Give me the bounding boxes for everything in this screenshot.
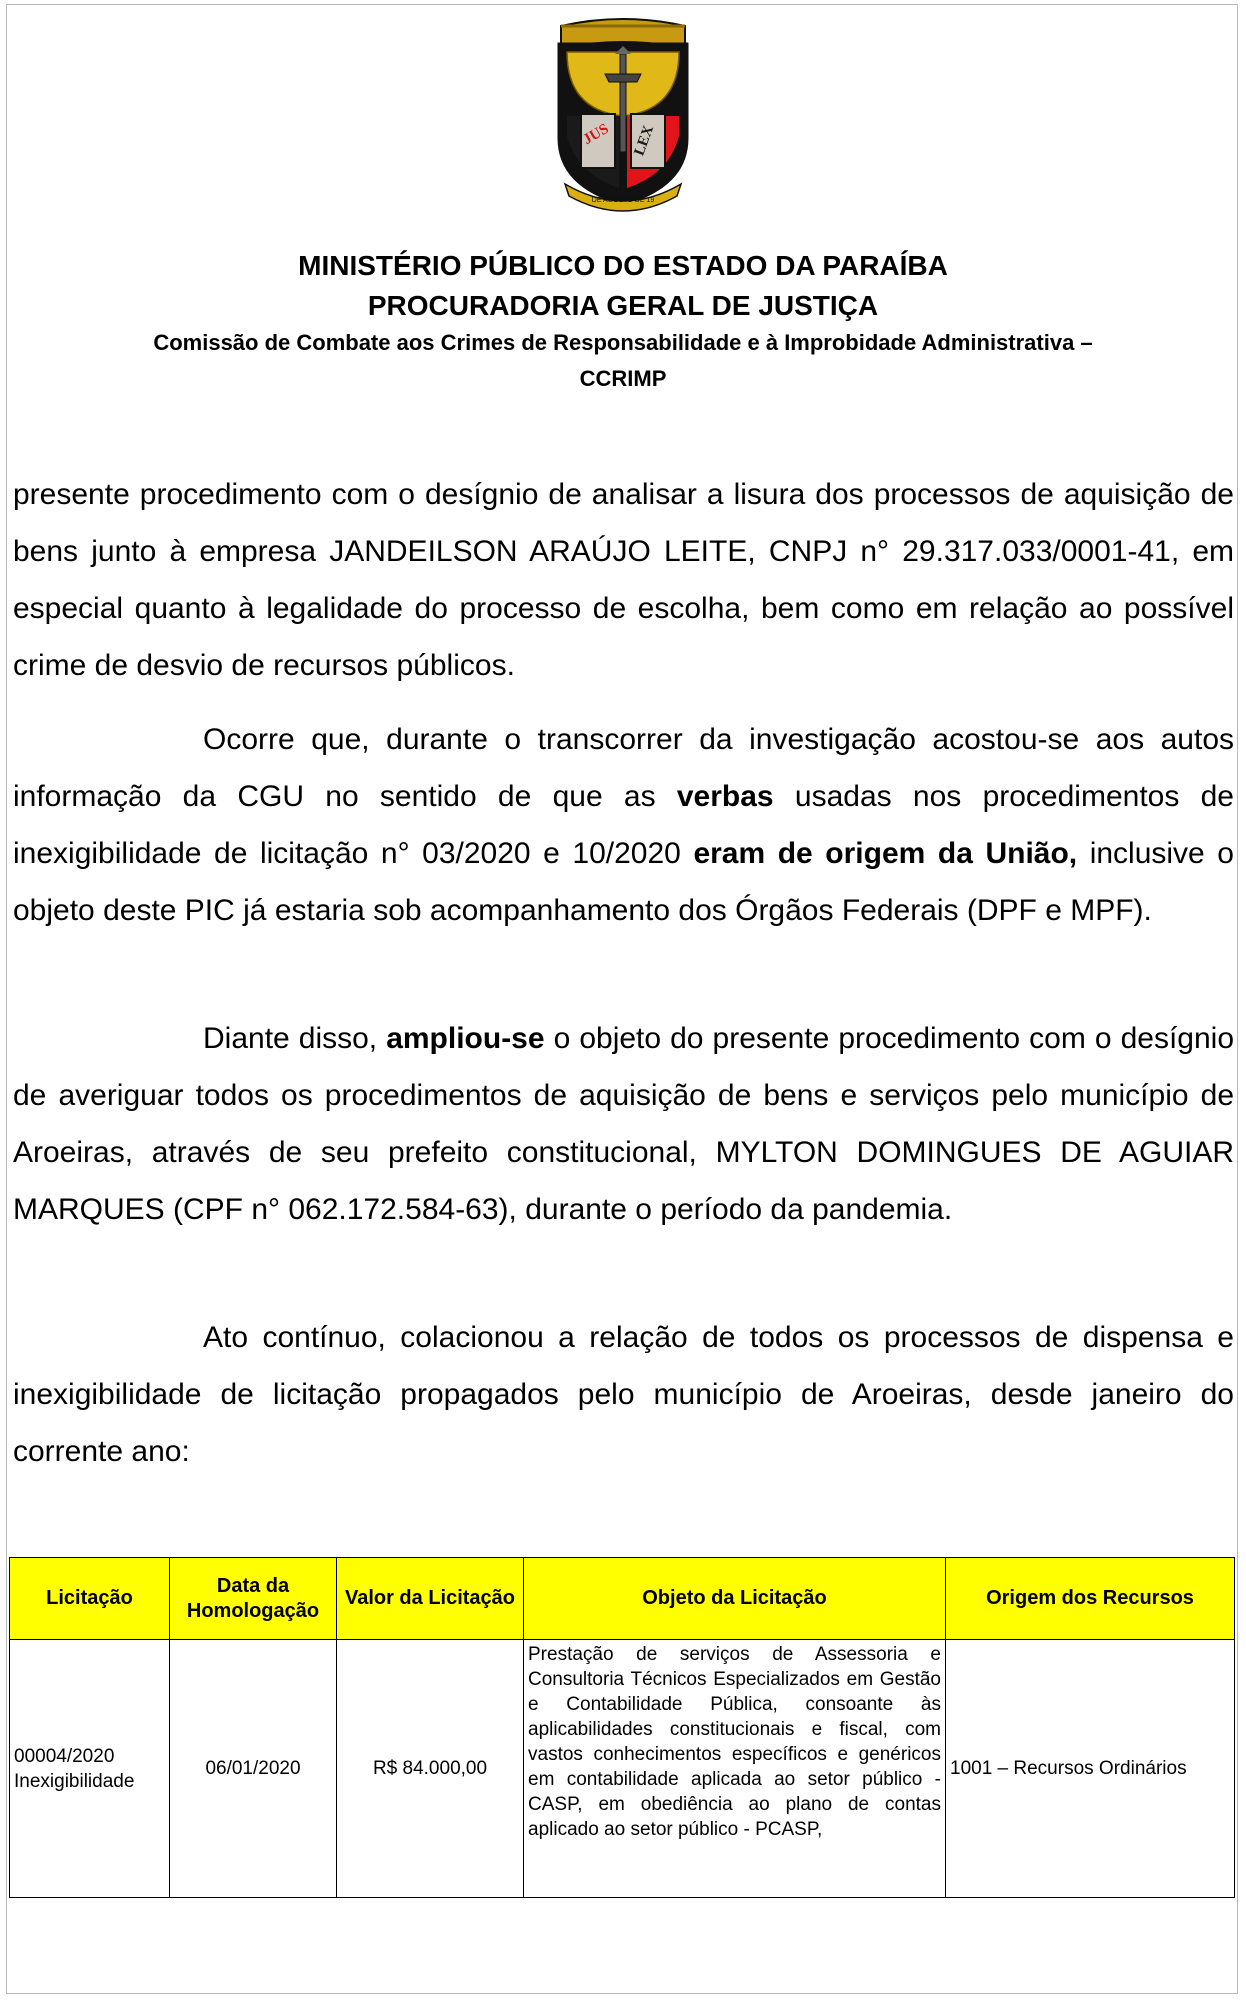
cell-objeto: Prestação de serviços de Assessoria e Consultoria Técnicos Especializados em Gestão e Contabilidade Pública, consoante às aplicabilidades constitucionais e fiscal, com vastos conhecimentos específicos e genéricos em contabilidade aplicada ao setor público - CASP, em obediência ao plano de contas aplicado ao setor público - PCASP, <box>524 1640 946 1898</box>
p4-text: Ato contínuo, colacionou a relação de todos os processos de dispensa e inexigibilidade de licitação propagados pelo município de Aroeiras, desde janeiro do corrente ano: <box>13 1321 1234 1468</box>
p3-text-c: o objeto do presente procedimento com o desígnio de averiguar todos os procedimentos de aquisição de bens e serviços pelo município de Aroeiras, através de seu prefeito constitucional, MYLTON DOMINGUES DE AGUIAR MARQUES (CPF n° 062.172.584-63), durante o período da pandemia. <box>13 1022 1234 1226</box>
p2-bold-verbas: verbas <box>676 780 774 813</box>
table-header-row <box>10 1558 1235 1640</box>
p3-text-a: Diante disso, <box>203 1022 387 1055</box>
header-data-homologacao: Data da Homologação <box>170 1558 337 1640</box>
header-valor-licitacao: Valor da Licitação <box>337 1558 524 1640</box>
p2-text-c: usadas nos procedimentos de inexigibilidade de licitação n° 03/2020 e 10/2020 <box>13 780 1234 870</box>
emblem-lex-text: LEX <box>631 123 658 158</box>
coat-of-arms-emblem <box>553 18 693 214</box>
paragraph-1: presente procedimento com o desígnio de analisar a lisura dos processos de aquisição de bens junto à empresa JANDEILSON ARAÚJO LEITE, CNPJ n° 29.317.033/0001-41, em especial quanto à legalidade do processo de escolha, bem como em relação ao possível crime de desvio de recursos públicos. <box>13 478 1234 682</box>
p3-bold-ampliou: ampliou-se <box>386 1022 545 1055</box>
paragraph-4 <box>13 1309 1234 1480</box>
p2-bold-origem: eram de origem da União, <box>693 837 1078 870</box>
p2-text-e: inclusive o objeto deste PIC já estaria sob acompanhamento dos Órgãos Federais (DPF e MPF). <box>13 837 1234 927</box>
header-line-ministerio: MINISTÉRIO PÚBLICO DO ESTADO DA PARAÍBA <box>298 250 948 281</box>
header-line-procuradoria: PROCURADORIA GERAL DE JUSTIÇA <box>367 290 879 321</box>
table-row <box>10 1640 1235 1898</box>
cell-data-homologacao: 06/01/2020 <box>170 1640 337 1898</box>
emblem-ribbon-text: DE AGOSTO DE 19 <box>591 197 655 204</box>
p2-text-a: Ocorre que, durante o transcorrer da investigação acostou-se aos autos informação da CGU no sentido de que as <box>13 723 1234 813</box>
cell-valor: R$ 84.000,00 <box>337 1640 524 1898</box>
header-licitacao: Licitação <box>10 1558 170 1640</box>
header-line-ccrimp: CCRIMP <box>579 366 667 391</box>
cell-licitacao <box>10 1640 170 1898</box>
licitacao-number: 00004/2020 <box>14 1745 115 1767</box>
paragraph-2 <box>13 711 1234 939</box>
header-objeto-licitacao: Objeto da Licitação <box>524 1558 946 1640</box>
licitacao-type: Inexigibilidade <box>14 1770 135 1792</box>
emblem-jus-text: JUS <box>580 120 612 149</box>
licitacoes-table <box>9 1557 1235 1898</box>
header-origem-recursos: Origem dos Recursos <box>946 1558 1235 1640</box>
cell-origem: 1001 – Recursos Ordinários <box>946 1640 1235 1898</box>
paragraph-3 <box>13 1010 1234 1238</box>
header-line-comissao: Comissão de Combate aos Crimes de Responsabilidade e à Improbidade Administrativa – <box>153 330 1093 355</box>
